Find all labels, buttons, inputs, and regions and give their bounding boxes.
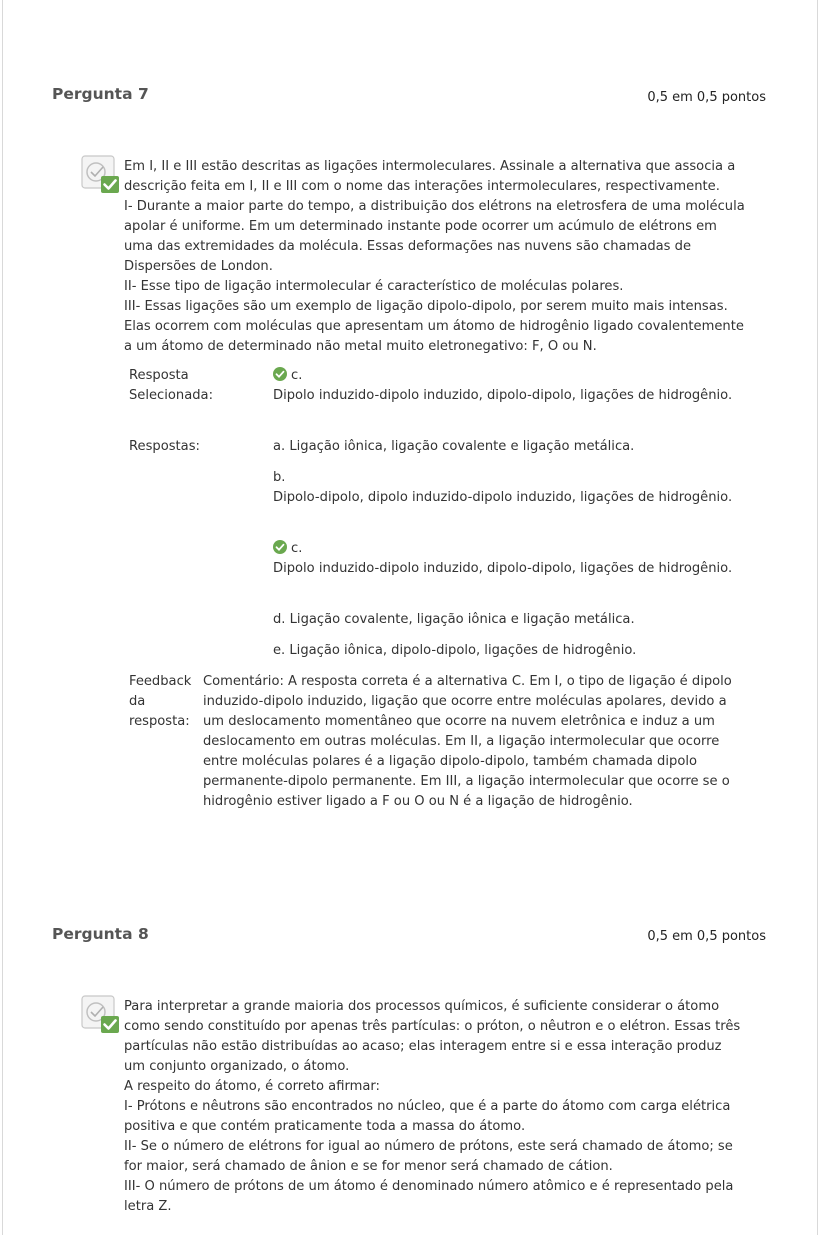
statement-line: Para interpretar a grande maioria dos processos químicos, é suficiente considerar o átomo como sendo constituído por apenas três partículas: o próton, o nêutron e o elétron. Essas três partículas não estão distribuídas ao acaso; elas interagem entre si e essa interação produz um conjunto organizado, o átomo.	[124, 999, 741, 1074]
answer-option-c	[273, 539, 743, 579]
option-text: Dipolo induzido-dipolo induzido, dipolo-dipolo, ligações de hidrogênio.	[273, 561, 733, 576]
answer-option-a: a. Ligação iônica, ligação covalente e ligação metálica.	[273, 439, 635, 454]
question-7-statement	[124, 157, 746, 357]
correct-check-icon	[273, 367, 287, 381]
answers-label: Respostas:	[129, 439, 200, 454]
correct-check-icon	[273, 540, 287, 554]
question-7-title: Pergunta 7	[52, 85, 149, 103]
correct-answer-icon	[81, 155, 121, 195]
statement-line: II- Esse tipo de ligação intermolecular é característico de moléculas polares.	[124, 279, 624, 294]
question-8-title: Pergunta 8	[52, 925, 149, 943]
selected-answer	[273, 366, 743, 406]
feedback-label	[129, 672, 191, 732]
question-7-points: 0,5 em 0,5 pontos	[647, 90, 766, 105]
selected-answer-label: Resposta Selecionada:	[129, 368, 213, 403]
question-8-statement	[124, 997, 746, 1217]
statement-line: III- Essas ligações são um exemplo de ligação dipolo-dipolo, por serem muito mais intensas. Elas ocorrem com moléculas que apresentam um átomo de hidrogênio ligado covalentemente a um átomo de determinado não metal muito eletronegativo: F, O ou N.	[124, 299, 744, 354]
statement-line: I- Prótons e nêutrons são encontrados no núcleo, que é a parte do átomo com carga elétrica positiva e que contém praticamente toda a massa do átomo.	[124, 1099, 731, 1134]
feedback-text: Comentário: A resposta correta é a alternativa C. Em I, o tipo de ligação é dipolo induzido-dipolo induzido, ligação que ocorre entre moléculas apolares, devido a um deslocamento momentâneo que ocorre na nuvem eletrônica e induz a um deslocamento em outras moléculas. Em II, a ligação intermolecular que ocorre entre moléculas polares é a ligação dipolo-dipolo, também chamada dipolo permanente-dipolo permanente. Em III, a ligação intermolecular que ocorre se o hidrogênio estiver ligado a F ou O ou N é a ligação de hidrogênio.	[203, 674, 732, 809]
option-letter: b.	[273, 470, 286, 485]
selected-letter: c.	[291, 368, 303, 383]
feedback-label-line: resposta:	[129, 714, 190, 729]
option-text: Dipolo-dipolo, dipolo induzido-dipolo induzido, ligações de hidrogênio.	[273, 490, 733, 505]
statement-line: A respeito do átomo, é correto afirmar:	[124, 1079, 380, 1094]
statement-line: I- Durante a maior parte do tempo, a distribuição dos elétrons na eletrosfera de uma molécula apolar é uniforme. Em um determinado instante pode ocorrer um acúmulo de elétrons em uma das extremidades da molécula. Essas deformações nas nuvens são chamadas de Dispersões de London.	[124, 199, 745, 274]
statement-line: Em I, II e III estão descritas as ligações intermoleculares. Assinale a alternativa que associa a descrição feita em I, II e III com o nome das interações intermoleculares, respectivamente.	[124, 159, 736, 194]
feedback-label-line: Feedback	[129, 674, 192, 689]
answer-option-b	[273, 468, 743, 508]
answer-option-d: d. Ligação covalente, ligação iônica e ligação metálica.	[273, 612, 635, 627]
correct-answer-icon	[81, 995, 121, 1035]
selected-text: Dipolo induzido-dipolo induzido, dipolo-dipolo, ligações de hidrogênio.	[273, 388, 733, 403]
option-letter: c.	[291, 541, 303, 556]
answer-option-e: e. Ligação iônica, dipolo-dipolo, ligações de hidrogênio.	[273, 643, 637, 658]
statement-line: III- O número de prótons de um átomo é denominado número atômico e é representado pela letra Z.	[124, 1179, 734, 1214]
statement-line: II- Se o número de elétrons for igual ao número de prótons, este será chamado de átomo; se for maior, será chamado de ânion e se for menor será chamado de cátion.	[124, 1139, 733, 1174]
question-8-points: 0,5 em 0,5 pontos	[647, 929, 766, 944]
feedback-label-line: da	[129, 694, 146, 709]
